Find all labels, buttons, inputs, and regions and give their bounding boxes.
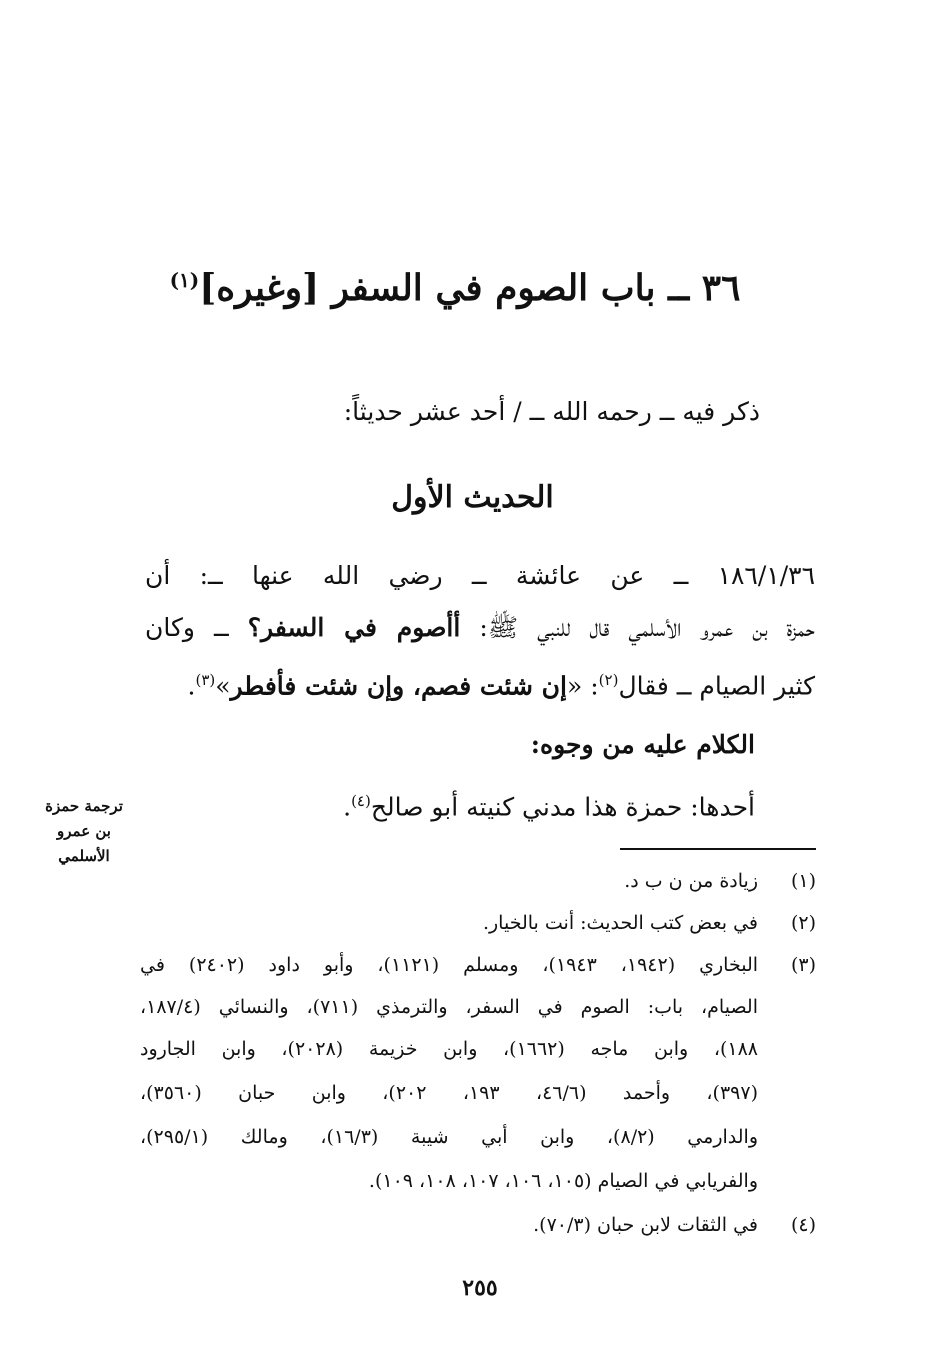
footnote-separator xyxy=(620,848,816,850)
footnote-number: (٣) xyxy=(790,954,816,976)
margin-note-line-1: ترجمة حمزة xyxy=(45,797,123,815)
hadith-answer: إن شئت فصم، وإن شئت فأفطر xyxy=(230,671,567,701)
footnote-number: (٢) xyxy=(790,912,816,934)
footnote-text-line: الصيام، باب: الصوم في السفر، والترمذي (٧١١)، والنسائي (١٨٧/٤، xyxy=(140,996,758,1018)
point-one-text: أحدها: حمزة هذا مدني كنيته أبو صالح xyxy=(370,792,755,822)
hadith-line-3-end: . xyxy=(187,671,196,701)
hadith-line-3 xyxy=(145,656,815,710)
hadith-narration: حمزة بن عمرو الأسلمي قال للنبي ﷺ: xyxy=(479,613,815,642)
chapter-title-text: ٣٦ ــ باب الصوم في السفر [وغيره] xyxy=(199,267,741,309)
hadith-line-3-start: كثير الصيام ــ فقال xyxy=(618,671,815,701)
margin-note-line-3: الأسلمي xyxy=(58,847,110,865)
hadith-aside: ــ وكان xyxy=(145,613,229,642)
point-one xyxy=(250,778,755,830)
point-one-end: . xyxy=(343,792,352,822)
footnote-text: زيادة من ن ب د. xyxy=(624,870,758,892)
hadith-quote-close: » xyxy=(215,671,231,701)
page-number: ٢٥٥ xyxy=(462,1275,498,1301)
chapter-title xyxy=(150,250,760,318)
hadith-line-2 xyxy=(145,604,815,652)
hadith-quote-open: : « xyxy=(567,671,599,701)
footnote-ref-2: (٢) xyxy=(598,671,619,689)
footnote-text: في الثقات لابن حبان (٧٠/٣). xyxy=(533,1214,758,1236)
footnote-number: (١) xyxy=(790,870,816,892)
footnote-text-line: البخاري (١٩٤٢، ١٩٤٣)، ومسلم (١١٢١)، وأبو داود (٢٤٠٢) في xyxy=(140,954,759,976)
footnote-ref-4: (٤) xyxy=(351,792,371,810)
footnote-text: في بعض كتب الحديث: أنت بالخيار. xyxy=(482,912,758,934)
footnote-text-line: ١٨٨)، وابن ماجه (١٦٦٢)، وابن خزيمة (٢٠٢٨)، وابن الجارود xyxy=(140,1038,758,1060)
footnote-text-line: والفريابي في الصيام (١٠٥، ١٠٦، ١٠٧، ١٠٨، ١٠٩). xyxy=(368,1170,758,1192)
footnote-text-line: (٣٩٧)، وأحمد (٤٦/٦، ١٩٣، ٢٠٢)، وابن حبان (٣٥٦٠)، xyxy=(140,1082,759,1104)
footnote-ref-3: (٣) xyxy=(195,671,216,689)
margin-note-line-2: بن عمرو xyxy=(57,822,111,840)
margin-note xyxy=(34,794,134,869)
section-heading: الحديث الأول xyxy=(391,480,554,515)
footnote-text-line: والدارمي (٨/٢)، وابن أبي شيبة (١٦/٣)، ومالك (٢٩٥/١)، xyxy=(140,1126,758,1148)
discussion-heading: الكلام عليه من وجوه: xyxy=(530,730,755,759)
intro-line: ذكر فيه ــ رحمه الله ــ / أحد عشر حديثاً: xyxy=(343,397,760,426)
hadith-line-1: ١٨٦/١/٣٦ ــ عن عائشة ــ رضي الله عنها ــ: أن xyxy=(145,561,815,590)
chapter-footnote-marker: (١) xyxy=(169,268,200,292)
footnote-number: (٤) xyxy=(790,1214,816,1236)
hadith-question: أأصوم في السفر؟ xyxy=(247,613,461,642)
